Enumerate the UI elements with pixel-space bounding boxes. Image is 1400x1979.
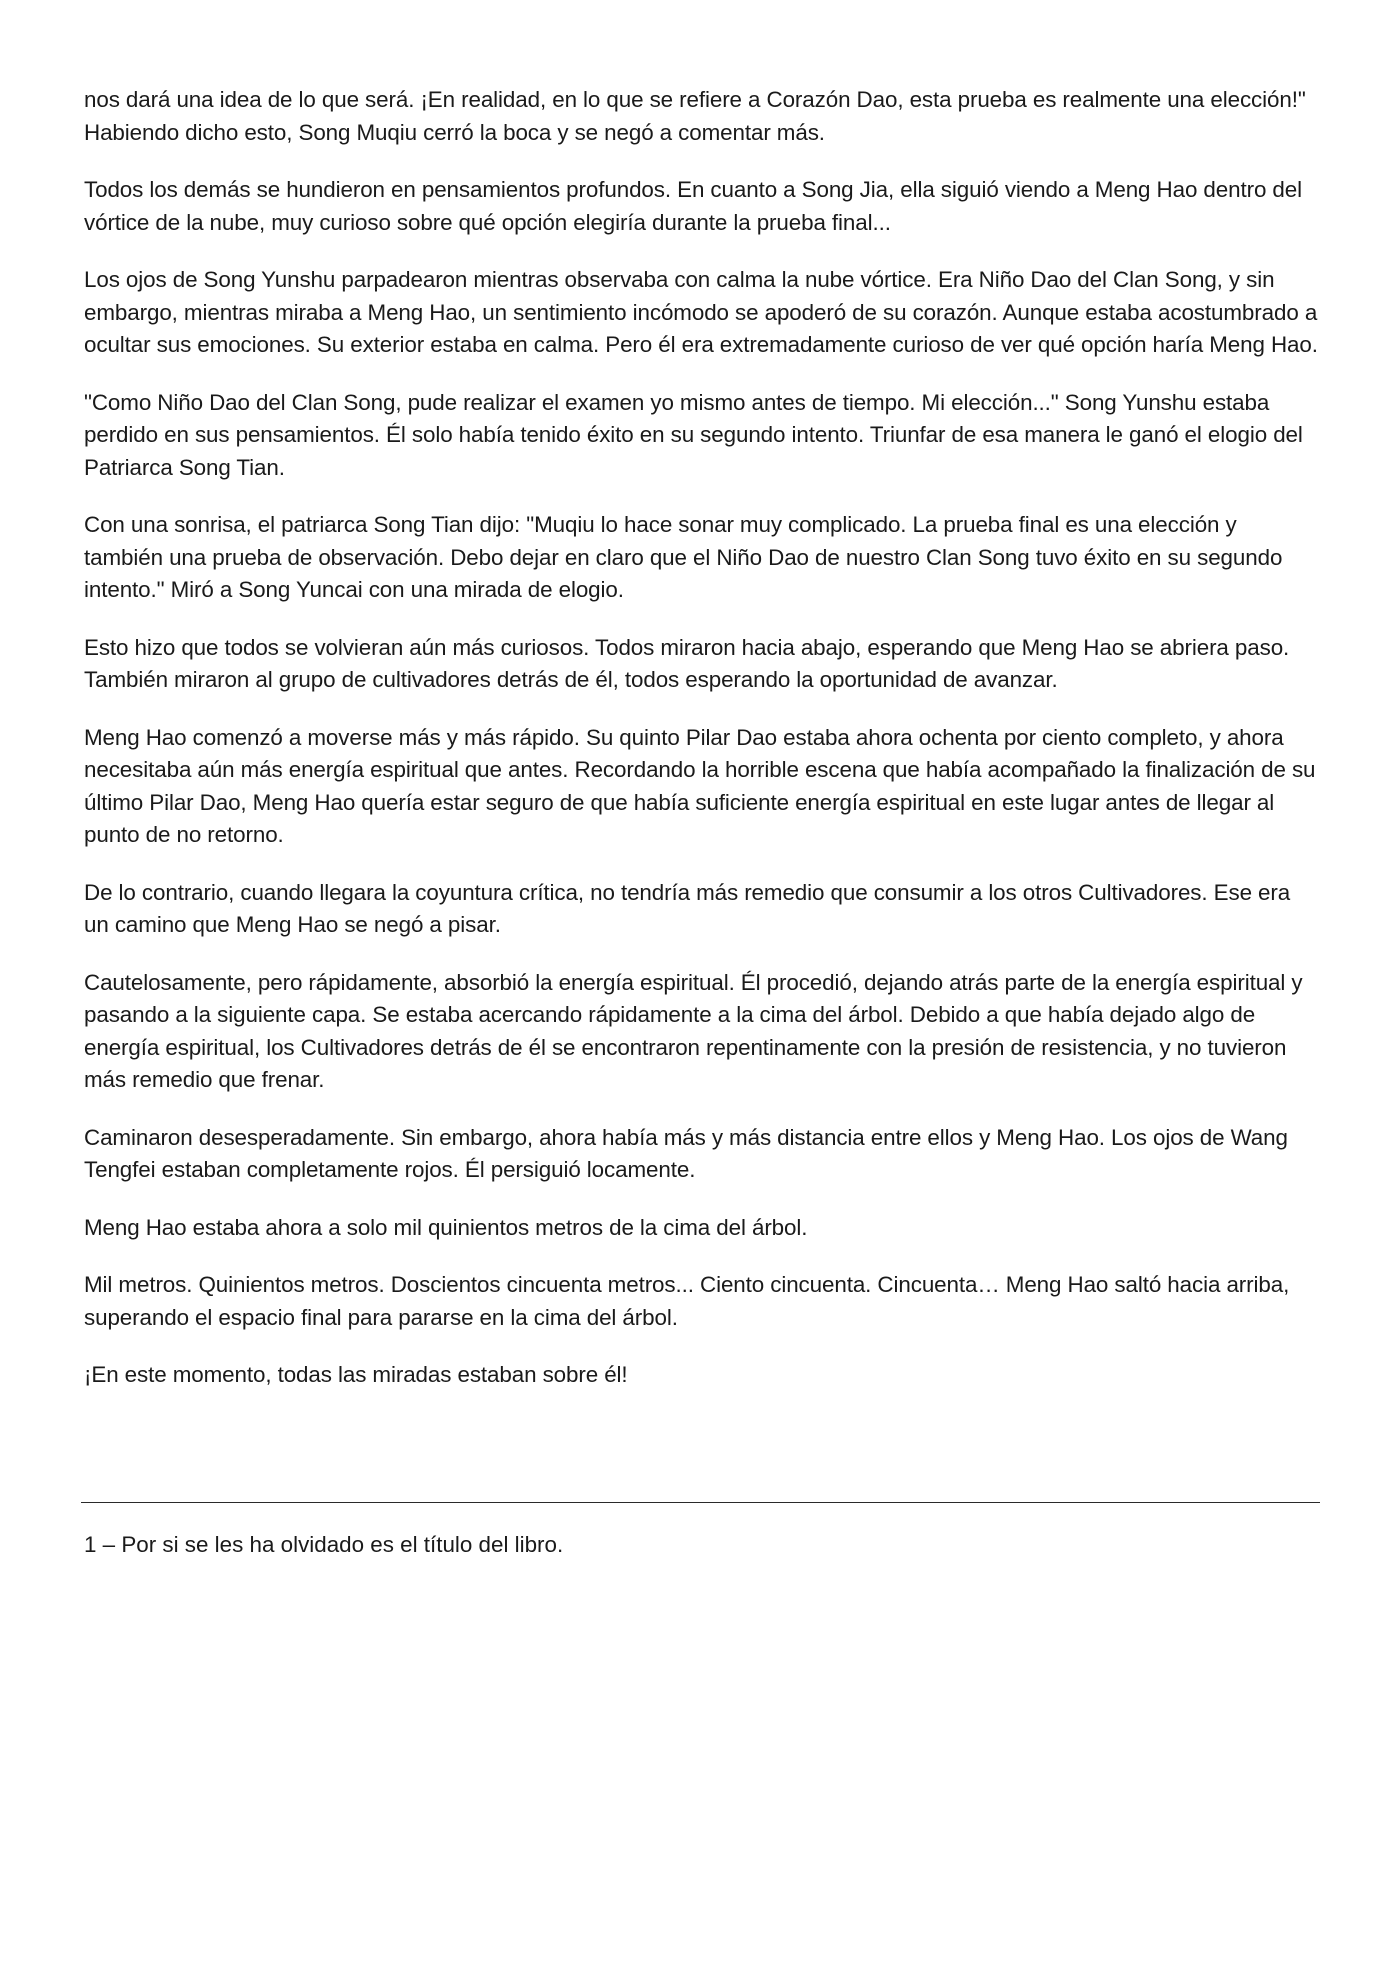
- paragraph-12: Mil metros. Quinientos metros. Doscientos cincuenta metros... Ciento cincuenta. Cincuenta… Meng Hao saltó hacia arriba, superando el espacio final para pararse en la cima del árbol.: [84, 1272, 1290, 1330]
- paragraph-3: Los ojos de Song Yunshu parpadearon mientras observaba con calma la nube vórtice. Era Niño Dao del Clan Song, y sin embargo, mientras miraba a Meng Hao, un sentimiento incómodo se apoderó de su corazón. Aunque estaba acostumbrado a ocultar sus emociones. Su exterior estaba en calma. Pero él era extremadamente curioso de ver qué opción haría Meng Hao.: [84, 267, 1318, 357]
- footnote: 1 – Por si se les ha olvidado es el título del libro.: [84, 1532, 564, 1557]
- paragraph-8: De lo contrario, cuando llegara la coyuntura crítica, no tendría más remedio que consumir a los otros Cultivadores. Ese era un camino que Meng Hao se negó a pisar.: [84, 879, 1291, 937]
- paragraph-9: Cautelosamente, pero rápidamente, absorbió la energía espiritual. Él procedió, dejando atrás parte de la energía espiritual y pasando a la siguiente capa. Se estaba acercando rápidamente a la cima del árbol. Debido a que había dejado algo de energía espiritual, los Cultivadores detrás de él se encontraron repentinamente con la presión de resistencia, y no tuvieron más remedio que frenar.: [84, 969, 1303, 1092]
- paragraph-4: "Como Niño Dao del Clan Song, pude realizar el examen yo mismo antes de tiempo. Mi elección..." Song Yunshu estaba perdido en sus pensamientos. Él solo había tenido éxito en su segundo intento. Triunfar de esa manera le ganó el elogio del Patriarca Song Tian.: [84, 389, 1303, 480]
- paragraph-11: Meng Hao estaba ahora a solo mil quinientos metros de la cima del árbol.: [84, 1214, 808, 1240]
- paragraph-7: Meng Hao comenzó a moverse más y más rápido. Su quinto Pilar Dao estaba ahora ochenta por ciento completo, y ahora necesitaba aún más energía espiritual que antes. Recordando la horrible escena que había acompañado la finalización de su último Pilar Dao, Meng Hao quería estar seguro de que había suficiente energía espiritual en este lugar antes de llegar al punto de no retorno.: [84, 724, 1316, 847]
- paragraph-2: Todos los demás se hundieron en pensamientos profundos. En cuanto a Song Jia, ella siguió viendo a Meng Hao dentro del vórtice de la nube, muy curioso sobre qué opción elegiría durante la prueba final...: [84, 177, 1303, 235]
- paragraph-5: Con una sonrisa, el patriarca Song Tian dijo: "Muqiu lo hace sonar muy complicado. La prueba final es una elección y también una prueba de observación. Debo dejar en claro que el Niño Dao de nuestro Clan Song tuvo éxito en su segundo intento." Miró a Song Yuncai con una mirada de elogio.: [84, 512, 1283, 602]
- paragraph-10: Caminaron desesperadamente. Sin embargo, ahora había más y más distancia entre ellos y Meng Hao. Los ojos de Wang Tengfei estaban completamente rojos. Él persiguió locamente.: [84, 1124, 1288, 1182]
- paragraph-1: nos dará una idea de lo que será. ¡En realidad, en lo que se refiere a Corazón Dao, esta prueba es realmente una elección!" Habiendo dicho esto, Song Muqiu cerró la boca y se negó a comentar más.: [84, 87, 1306, 145]
- footnote-divider: [81, 1502, 1320, 1503]
- paragraph-13: ¡En este momento, todas las miradas estaban sobre él!: [84, 1362, 628, 1387]
- paragraph-6: Esto hizo que todos se volvieran aún más curiosos. Todos miraron hacia abajo, esperando que Meng Hao se abriera paso. También miraron al grupo de cultivadores detrás de él, todos esperando la oportunidad de avanzar.: [84, 634, 1290, 692]
- document-body: [84, 84, 1320, 1417]
